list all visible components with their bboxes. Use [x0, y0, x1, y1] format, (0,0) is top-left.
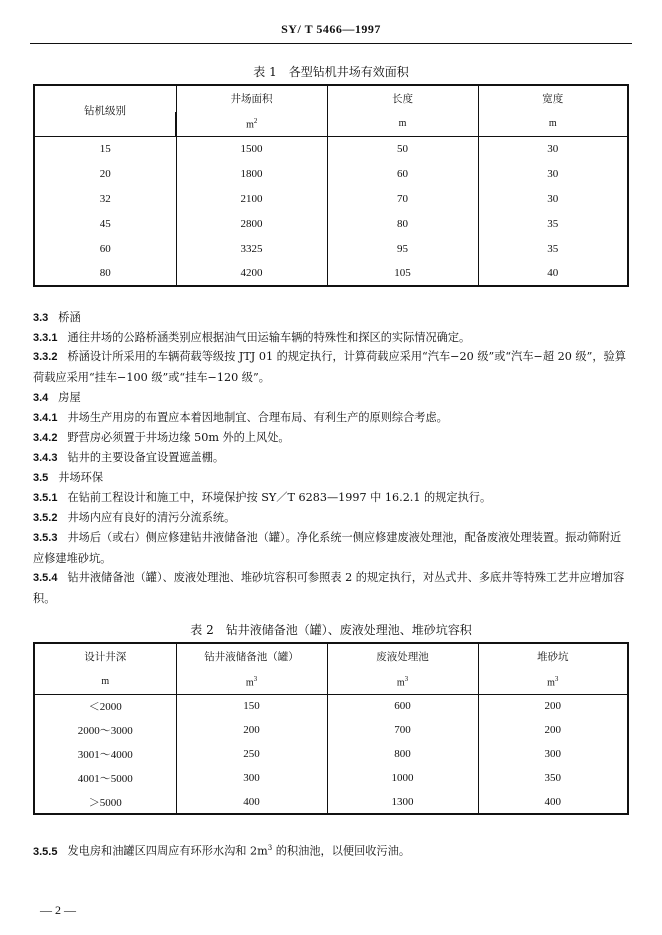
- clause-3-5-4: 3.5.4 钻井液储备池（罐）、废液处理池、堆砂坑容积可参照表 2 的规定执行，对丛式井、多底井等特殊工艺井应增加容积。: [33, 571, 625, 605]
- table2: [33, 642, 629, 815]
- table-row: 2000～3000 200 700 200: [34, 718, 628, 742]
- clause-3-5-2: 3.5.2 井场内应有良好的清污分流系统。: [33, 511, 236, 524]
- table1-header-area: 井场面积: [176, 85, 327, 112]
- clause-3-3-1: 3.3.1 通往井场的公路桥涵类别应根据油气田运输车辆的特殊性和探区的实际情况确定。: [33, 331, 471, 344]
- table2-unit-waste-pit: $m^3$: [327, 670, 478, 694]
- table-row: ＞5000 400 1300 400: [34, 790, 628, 814]
- table-row: 45 2800 80 35: [34, 211, 628, 236]
- table-row: 60 3325 95 35: [34, 236, 628, 261]
- clause-3-4-2: 3.4.2 野营房必须置于井场边缘 50m 外的上风处。: [33, 431, 290, 444]
- table-row: 80 4200 105 40: [34, 261, 628, 286]
- table-row: 20 1800 60 30: [34, 161, 628, 186]
- clause-3-4-1: 3.4.1 井场生产用房的布置应本着因地制宜、合理布局、有利生产的原则综合考虑。: [33, 411, 448, 424]
- clause-3-3-2: 3.3.2 桥涵设计所采用的车辆荷载等级按 JTJ 01 的规定执行，计算荷载应采用“汽车−20 级”或“汽车−超 20 级”，验算荷载应采用“挂车−100 级”或“挂车−120 级”。: [33, 350, 626, 384]
- table-row: ＜2000 150 600 200: [34, 694, 628, 718]
- table1-unit-width: m: [478, 112, 628, 136]
- table-row: 32 2100 70 30: [34, 186, 628, 211]
- table1-caption: 表 1 各型钻机井场有效面积: [253, 65, 409, 79]
- table1-unit-area: $m^2$: [176, 112, 327, 136]
- table2-header-waste-pit: 废液处理池: [327, 643, 478, 670]
- clause-3-5-1: 3.5.1 在钻前工程设计和施工中，环境保护按 SY／T 6283—1997 中 16.2.1 的规定执行。: [33, 491, 492, 504]
- table2-unit-depth: m: [34, 670, 176, 694]
- clause-3-5-3: 3.5.3 井场后（或右）侧应修建钻井液储备池（罐）。净化系统一侧应修建废液处理池，配备废液处理装置。振动筛附近应修建堆砂坑。: [33, 531, 622, 565]
- table2-unit-reserve-pit: $m^3$: [176, 670, 327, 694]
- table-row: 15 1500 50 30: [34, 136, 628, 161]
- page-header: SY/ T 5466—1997: [281, 22, 381, 36]
- section-3-4: 3.4 房屋: [33, 391, 81, 404]
- header-rule: [30, 43, 632, 44]
- table1-header-width: 宽度: [478, 85, 628, 112]
- table1: [33, 84, 629, 287]
- table1-header-length: 长度: [327, 85, 478, 112]
- section-3-3: 3.3 桥涵: [33, 311, 81, 324]
- page-number: — 2 —: [40, 903, 76, 917]
- table2-header-sand-pit: 堆砂坑: [478, 643, 628, 670]
- table2-header-depth: 设计井深: [34, 643, 176, 670]
- clause-3-4-3: 3.4.3 钻井的主要设备宜设置遮盖棚。: [33, 451, 225, 464]
- section-3-5: 3.5 井场环保: [33, 471, 104, 484]
- table2-header-reserve-pit: 钻井液储备池（罐）: [176, 643, 327, 670]
- table1-header-level: 钻机级别: [34, 85, 176, 136]
- table2-unit-sand-pit: $m^3$: [478, 670, 628, 694]
- table2-caption: 表 2 钻井液储备池（罐）、废液处理池、堆砂坑容积: [190, 623, 472, 637]
- table-row: 4001～5000 300 1000 350: [34, 766, 628, 790]
- table-row: 3001～4000 250 800 300: [34, 742, 628, 766]
- table1-unit-length: m: [327, 112, 478, 136]
- clause-3-5-5: 3.5.5 发电房和油罐区四周应有环形水沟和 $2m^3$ 的积油池，以便回收污油。: [33, 844, 411, 858]
